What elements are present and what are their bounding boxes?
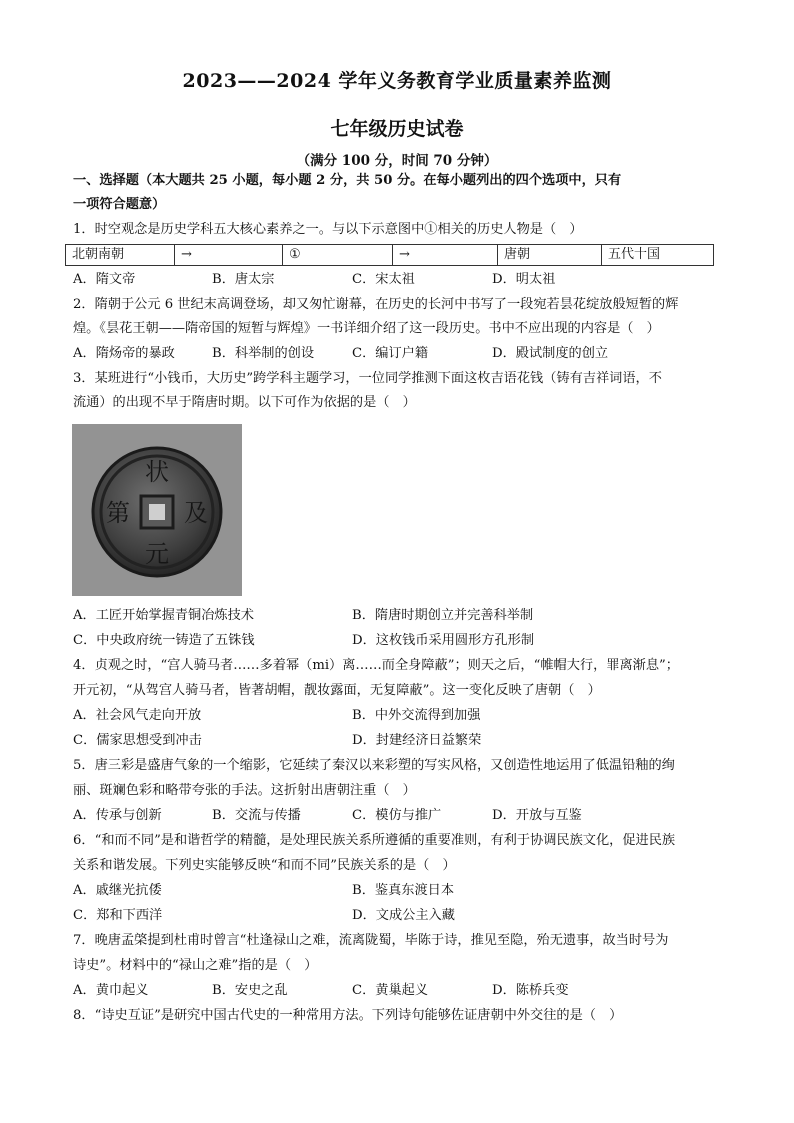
- option-d: D．封建经济日益繁荣: [352, 733, 482, 748]
- timeline-cell: 唐朝: [498, 245, 602, 266]
- question-6-stem-cont: 关系和谐发展。下列史实能够反映“和而不同”民族关系的是（ ）: [73, 858, 456, 873]
- option-c: C．宋太祖: [352, 272, 415, 287]
- option-a: A．隋文帝: [73, 272, 136, 287]
- question-8-stem: 8．“诗史互证”是研究中国古代史的一种常用方法。下列诗句能够佐证唐朝中外交往的是（ ）: [73, 1008, 623, 1023]
- question-3-stem: 3．某班进行“小钱币，大历史”跨学科主题学习，一位同学推测下面这枚吉语花钱（铸有吉祥词语，不: [73, 371, 662, 386]
- question-7-stem-cont: 诗史”。材料中的“禄山之难”指的是（ ）: [73, 958, 318, 973]
- option-d: D．文成公主入藏: [352, 908, 455, 923]
- option-a: A．工匠开始掌握青铜冶炼技术: [73, 608, 254, 623]
- question-1-stem: 1．时空观念是历史学科五大核心素养之一。与以下示意图中①相关的历史人物是（ ）: [73, 222, 583, 237]
- option-b: B．唐太宗: [212, 272, 275, 287]
- option-d: D．殿试制度的创立: [492, 346, 609, 361]
- option-c: C．编订户籍: [352, 346, 429, 361]
- coin-char-top: 状: [145, 458, 169, 486]
- section-heading-cont: 一项符合题意）: [73, 197, 166, 212]
- option-a: A．传承与创新: [73, 808, 162, 823]
- exam-info: （满分 100 分，时间 70 分钟）: [296, 153, 498, 169]
- option-b: B．安史之乱: [212, 983, 288, 998]
- option-c: C．郑和下西洋: [73, 908, 163, 923]
- option-c: C．黄巢起义: [352, 983, 429, 998]
- option-a: A．社会风气走向开放: [73, 708, 202, 723]
- option-b: B．鉴真东渡日本: [352, 883, 455, 898]
- question-6-stem: 6．“和而不同”是和谐哲学的精髓，是处理民族关系所遵循的重要准则，有利于协调民族文化，促进民族: [73, 833, 676, 848]
- coin-char-right: 及: [184, 499, 208, 527]
- option-d: D．陈桥兵变: [492, 983, 569, 998]
- option-c: C．中央政府统一铸造了五铢钱: [73, 633, 255, 648]
- question-2-stem-cont: 煌。《昙花王朝——隋帝国的短暂与辉煌》一书详细介绍了这一段历史。书中不应出现的内容是（ ）: [73, 321, 660, 336]
- timeline-cell: 五代十国: [602, 245, 714, 266]
- option-d: D．这枚钱币采用圆形方孔形制: [352, 633, 535, 648]
- question-7-stem: 7．晚唐孟棨提到杜甫时曾言“杜逢禄山之难，流离陇蜀，毕陈于诗，推见至隐，殆无遗事，故当时号为: [73, 933, 669, 948]
- option-b: B．隋唐时期创立并完善科举制: [352, 608, 534, 623]
- option-b: B．中外交流得到加强: [352, 708, 481, 723]
- option-b: B．交流与传播: [212, 808, 301, 823]
- question-3-stem-cont: 流通）的出现不早于隋唐时期。以下可作为依据的是（ ）: [73, 395, 416, 410]
- timeline-cell: 北朝南朝: [66, 245, 175, 266]
- option-c: C．模仿与推广: [352, 808, 442, 823]
- timeline-arrow: →: [175, 245, 283, 266]
- timeline-arrow: →: [393, 245, 498, 266]
- option-d: D．明太祖: [492, 272, 556, 287]
- exam-subject-title: 七年级历史试卷: [330, 118, 464, 140]
- coin-char-bottom: 元: [145, 540, 169, 568]
- question-5-stem: 5．唐三彩是盛唐气象的一个缩影，它延续了秦汉以来彩塑的写实风格，又创造性地运用了低温铅釉的绚: [73, 758, 675, 773]
- option-a: A．戚继光抗倭: [73, 883, 162, 898]
- option-a: A．黄巾起义: [73, 983, 149, 998]
- question-4-stem: 4．贞观之时，“宫人骑马者……多着幂（mi）离……而全身障蔽”；则天之后，“帷帽大行，罪离渐息”；: [73, 658, 679, 673]
- option-b: B．科举制的创设: [212, 346, 315, 361]
- question-5-stem-cont: 丽、斑斓色彩和略带夸张的手法。这折射出唐朝注重（ ）: [73, 783, 416, 798]
- coin-char-left: 第: [106, 499, 130, 527]
- exam-title: 2023——2024 学年义务教育学业质量素养监测: [182, 70, 612, 92]
- question-2-stem: 2．隋朝于公元 6 世纪末高调登场，却又匆忙谢幕，在历史的长河中书写了一段宛若昙花绽放般短暂的辉: [73, 297, 679, 312]
- section-heading: 一、选择题（本大题共 25 小题，每小题 2 分，共 50 分。在每小题列出的四个选项中，只有: [73, 173, 622, 188]
- option-a: A．隋炀帝的暴政: [73, 346, 175, 361]
- timeline-cell-blank: ①: [283, 245, 393, 266]
- option-d: D．开放与互鉴: [492, 808, 582, 823]
- option-c: C．儒家思想受到冲击: [73, 733, 202, 748]
- dynasty-timeline: [65, 244, 714, 266]
- question-4-stem-cont: 开元初，“从驾宫人骑马者，皆著胡帽，靓妆露面，无复障蔽”。这一变化反映了唐朝（ ）: [73, 683, 601, 698]
- coin-photo: [72, 424, 242, 596]
